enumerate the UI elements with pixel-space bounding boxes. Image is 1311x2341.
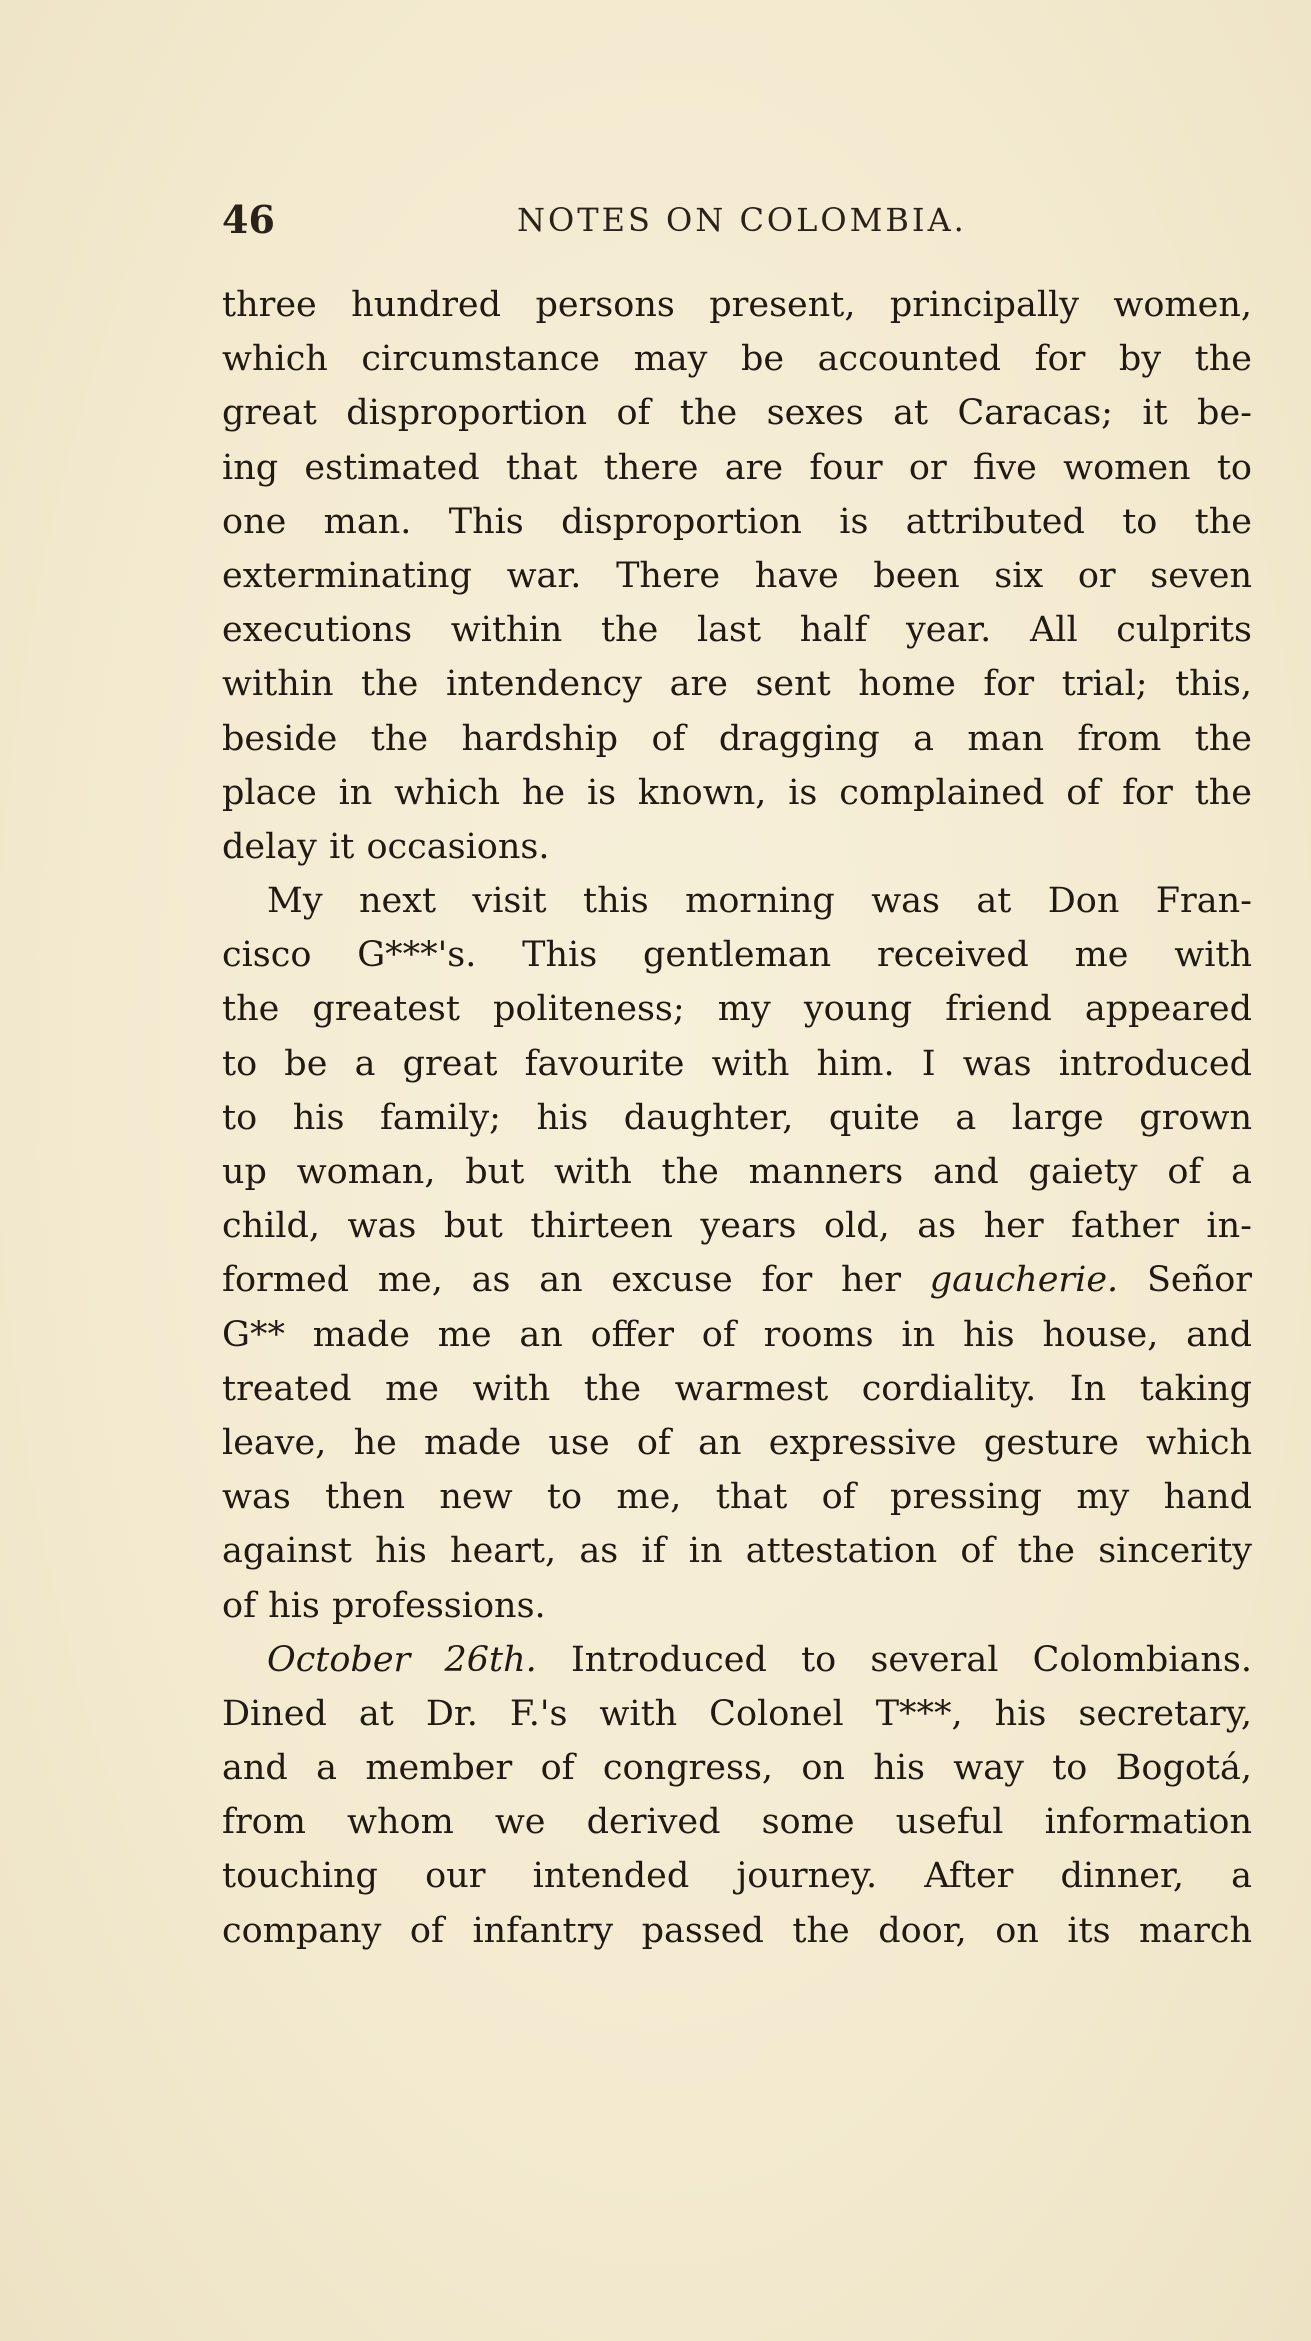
text-run: formed me, as an excuse for her bbox=[222, 1260, 930, 1301]
running-head bbox=[222, 190, 1252, 250]
text-line: of his professions. bbox=[222, 1585, 546, 1626]
text-line: exterminating war. There have been six or seven bbox=[222, 555, 1252, 596]
text-line: to his family; his daughter, quite a large grown bbox=[222, 1097, 1252, 1138]
text-line: one man. This disproportion is attributed to the bbox=[222, 501, 1252, 542]
text-line: up woman, but with the manners and gaiety of a bbox=[222, 1152, 1252, 1192]
text-line: treated me with the warmest cordiality. In taking bbox=[222, 1368, 1252, 1409]
text-line: delay it occasions. bbox=[222, 826, 550, 867]
text-line: was then new to me, that of pressing my hand bbox=[222, 1477, 1252, 1518]
page-number: 46 bbox=[222, 197, 275, 242]
text-line bbox=[222, 1253, 1252, 1307]
body-text bbox=[222, 278, 1252, 1958]
text-line bbox=[222, 1633, 1252, 1687]
text-line: which circumstance may be accounted for by the bbox=[222, 339, 1252, 380]
text-line: the greatest politeness; my young friend appeared bbox=[222, 989, 1252, 1030]
text-line: touching our intended journey. After dinner, a bbox=[222, 1856, 1252, 1897]
italic-date: October 26th. bbox=[267, 1639, 537, 1680]
text-line: beside the hardship of dragging a man from the bbox=[222, 718, 1252, 759]
text-line: from whom we derived some useful information bbox=[222, 1802, 1252, 1843]
text-line: cisco G***'s. This gentleman received me with bbox=[222, 935, 1252, 976]
text-line: against his heart, as if in attestation of the sincerity bbox=[222, 1531, 1252, 1572]
text-line: great disproportion of the sexes at Caracas; it be- bbox=[222, 393, 1252, 434]
italic-word: gaucherie. bbox=[929, 1260, 1119, 1301]
text-line: ing estimated that there are four or five women to bbox=[222, 447, 1252, 488]
running-title: NOTES ON COLOMBIA. bbox=[517, 201, 967, 239]
text-line: leave, he made use of an expressive gesture which bbox=[222, 1422, 1252, 1463]
text-run: Señor bbox=[1118, 1260, 1252, 1301]
text-line: My next visit this morning was at Don Fran- bbox=[267, 881, 1252, 922]
text-line: company of infantry passed the door, on its march bbox=[222, 1910, 1252, 1951]
text-line: place in which he is known, is complained of for the bbox=[222, 772, 1252, 813]
text-line: child, was but thirteen years old, as her father in- bbox=[222, 1206, 1252, 1247]
text-run: Introduced to several Colombians. bbox=[536, 1639, 1252, 1680]
text-line: three hundred persons present, principally women, bbox=[222, 285, 1252, 325]
text-line: and a member of congress, on his way to Bogotá, bbox=[222, 1748, 1252, 1789]
text-line: executions within the last half year. All culprits bbox=[222, 610, 1252, 651]
text-line: G** made me an offer of rooms in his house, and bbox=[222, 1314, 1252, 1355]
text-line: to be a great favourite with him. I was introduced bbox=[222, 1043, 1252, 1084]
text-line: within the intendency are sent home for trial; this, bbox=[222, 664, 1252, 705]
text-line: Dined at Dr. F.'s with Colonel T***, his secretary, bbox=[222, 1693, 1252, 1734]
